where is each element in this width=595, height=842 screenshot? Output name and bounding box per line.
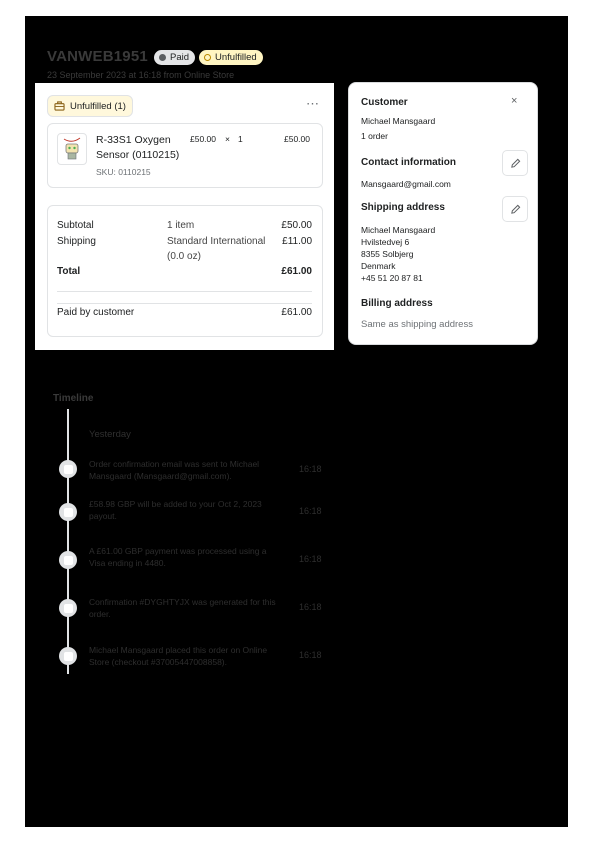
timeline-day-label: Yesterday: [89, 429, 131, 440]
customer-name[interactable]: Michael Mansgaard: [361, 116, 436, 126]
address-line: Denmark: [361, 261, 396, 271]
timeline-event-text: Confirmation #DYGHTYJX was generated for this order.: [89, 597, 276, 619]
total-value: £61.00: [281, 266, 312, 277]
timeline-event-time: 16:18: [299, 602, 322, 612]
product-sku: SKU: 0110215: [96, 167, 151, 177]
shipping-address-heading: Shipping address: [361, 202, 445, 213]
unfulfilled-badge: [199, 50, 263, 65]
timeline-event-text: Order confirmation email was sent to Michael Mansgaard (Mansgaard@gmail.com).: [89, 459, 260, 481]
paid-by-customer-label: Paid by customer: [57, 307, 135, 318]
subtotal-label: Subtotal: [57, 220, 94, 231]
order-id: VANWEB1951: [47, 48, 148, 65]
timeline-node-icon: [59, 503, 77, 521]
close-icon[interactable]: ×: [511, 95, 518, 107]
product-thumbnail[interactable]: [57, 133, 87, 165]
paid-by-customer-value: £61.00: [281, 307, 312, 318]
address-phone: +45 51 20 87 81: [361, 273, 423, 283]
customer-heading: Customer: [361, 97, 408, 108]
edit-shipping-address-button[interactable]: [502, 196, 528, 222]
customer-email[interactable]: Mansgaard@gmail.com: [361, 179, 451, 189]
quantity: 1: [238, 134, 243, 144]
timeline-event-text[interactable]: £58.98 GBP will be added to your Oct 2, 2023 payout.: [89, 499, 262, 521]
paid-badge-label: Paid: [170, 52, 190, 63]
oxygen-sensor-image-icon: [58, 134, 86, 164]
timeline-event-text[interactable]: A £61.00 GBP payment was processed using a Visa ending in 4480.: [89, 546, 267, 568]
timeline-node-icon: [59, 599, 77, 617]
customer-order-count[interactable]: 1 order: [361, 131, 388, 141]
timeline-event-time: 16:18: [299, 554, 322, 564]
contact-heading: Contact information: [361, 157, 456, 168]
shipping-label: Shipping: [57, 236, 96, 247]
timeline-node-icon: [59, 460, 77, 478]
unfulfilled-badge-label: Unfulfilled: [215, 52, 257, 63]
subtotal-detail: 1 item: [167, 220, 195, 231]
order-subline: 23 September 2023 at 16:18 from Online Store: [47, 70, 235, 80]
address-line: Michael Mansgaard: [361, 225, 436, 235]
summary-divider: [57, 291, 312, 292]
timeline-line: [67, 409, 69, 674]
timeline-event-text: Michael Mansgaard placed this order on Online Store (checkout #37005447008858).: [89, 645, 268, 667]
timeline-node-icon: [59, 551, 77, 569]
shipping-detail: Standard International (0.0 oz): [167, 236, 266, 262]
total-label: Total: [57, 266, 81, 277]
unit-price: £50.00: [190, 134, 216, 144]
billing-address-text: Same as shipping address: [361, 319, 473, 330]
shipping-value: £11.00: [282, 236, 312, 247]
unfulfilled-dot-icon: [204, 54, 211, 61]
line-total: £50.00: [284, 134, 310, 144]
address-line: Hvilstedvej 6: [361, 237, 410, 247]
timeline-event-time: 16:18: [299, 650, 322, 660]
unfulfilled-status-label: Unfulfilled (1): [70, 100, 126, 112]
multiply-sign: ×: [225, 134, 230, 144]
unfulfilled-status-pill: [47, 95, 133, 117]
pencil-icon: [510, 204, 521, 215]
timeline-heading: Timeline: [53, 393, 94, 404]
timeline-node-icon: [59, 647, 77, 665]
pencil-icon: [510, 158, 521, 169]
subtotal-value: £50.00: [281, 220, 312, 231]
address-line: 8355 Solbjerg: [361, 249, 414, 259]
edit-contact-button[interactable]: [502, 150, 528, 176]
timeline-event-time: 16:18: [299, 464, 322, 474]
product-name[interactable]: R-33S1 Oxygen Sensor (0110215): [96, 134, 180, 161]
more-actions-icon[interactable]: ⋯: [306, 96, 320, 111]
paid-dot-icon: [159, 54, 166, 61]
package-icon: [54, 101, 65, 111]
summary-divider-2: [57, 303, 312, 304]
billing-address-heading: Billing address: [361, 298, 433, 309]
timeline-event-time: 16:18: [299, 506, 322, 516]
paid-badge: [154, 50, 195, 65]
